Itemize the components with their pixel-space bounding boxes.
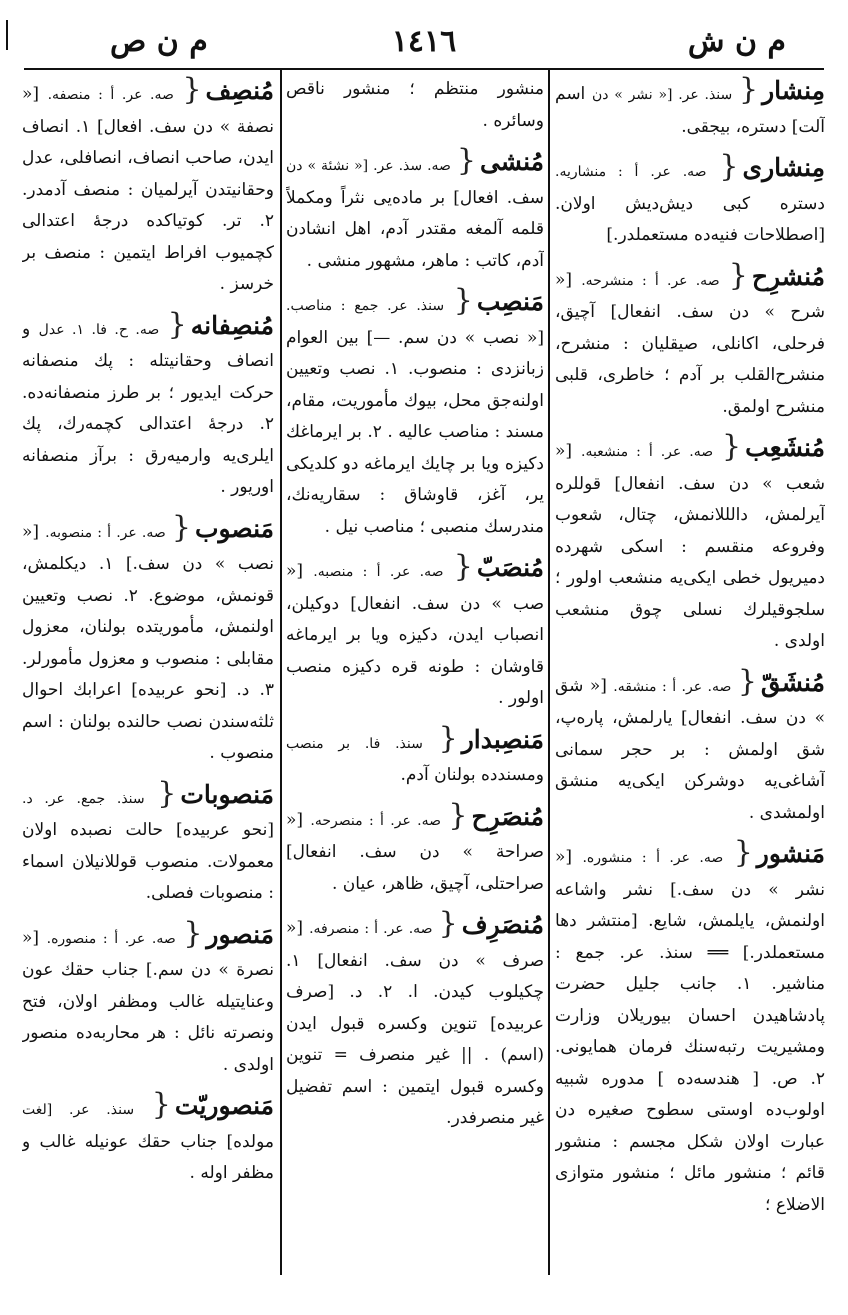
brace-glyph: { bbox=[448, 797, 468, 833]
entry-etymology: سنذ. جمع. عر. د. bbox=[22, 790, 145, 807]
entry-definition: دستره کبی دیش‌دیش اولان. [اصطلاحات فنیه‌ده مستعملدر.] bbox=[555, 193, 825, 245]
brace-glyph: { bbox=[171, 509, 191, 545]
brace-glyph: { bbox=[719, 149, 739, 184]
dictionary-entry bbox=[286, 720, 544, 792]
column-left bbox=[22, 74, 274, 1294]
entry-headword: مِنشاری bbox=[742, 153, 825, 182]
entry-definition: [« نصرة » دن سم.] جناب حقك عون وعنایتیله غالب ومظفر اولان، فتح ونصرته نائل : هر محاربه‌ده منصور اولدی . bbox=[22, 927, 274, 1075]
entry-etymology: سنذ. عر. [« نشر » دن bbox=[592, 87, 733, 103]
entry-etymology: سنذ. عر. [لغت bbox=[22, 1102, 135, 1118]
entry-headword: مَنصور bbox=[206, 919, 274, 949]
brace-glyph: { bbox=[733, 835, 753, 870]
dictionary-entry bbox=[286, 74, 544, 137]
brace-glyph: { bbox=[738, 74, 759, 107]
entry-etymology: سنذ. فا. بر منصب bbox=[286, 735, 423, 752]
entry-etymology: صه. عر. أ : منصوبه. bbox=[45, 524, 166, 541]
dictionary-entry bbox=[22, 775, 274, 910]
header-right-guide-word: م ن ش bbox=[687, 24, 786, 59]
dictionary-entry bbox=[555, 257, 825, 424]
brace-glyph: { bbox=[728, 257, 748, 293]
page-number: ١٤١٦ bbox=[391, 24, 457, 59]
entry-etymology: صه. سذ. عر. [« نشئة » دن bbox=[286, 158, 451, 174]
brace-glyph: { bbox=[737, 663, 757, 699]
header-left-guide-word: م ن ص bbox=[110, 24, 208, 59]
brace-glyph: { bbox=[438, 720, 458, 756]
entry-headword: مَنصوبات bbox=[180, 779, 274, 809]
column-center bbox=[286, 74, 544, 1294]
dictionary-entry bbox=[22, 74, 274, 301]
entry-etymology: صه. عر. أ : منصبه. bbox=[313, 564, 444, 580]
entry-definition: [« صب » دن سف. انفعال] دوکیلن، انصباب ایدن، دکیزه ویا بر ایرماغه قاوشان : طونه قره دکیزه منصب اولور . bbox=[286, 561, 544, 708]
column-right bbox=[555, 74, 825, 1294]
entry-definition: [نحو عربیده] حالت نصبده اولان معمولات. منصوب قوللانیلان اسماء : منصوبات فصلی. bbox=[22, 820, 274, 903]
entry-headword: مُنشرِح bbox=[751, 261, 825, 291]
dictionary-entry bbox=[22, 509, 274, 770]
entry-headword: مُنصَرِف bbox=[461, 910, 544, 939]
column-divider bbox=[280, 70, 282, 1275]
entry-headword: مَنصوب bbox=[194, 513, 274, 543]
dictionary-entry bbox=[286, 285, 544, 543]
entry-definition: [« شق » دن سف. انفعال] یارلمش، پارەپ، شق اولمش : بر حجر سمانی آشاغی‌یه دوشرکن ایکی‌یه منشق اولمشدی . bbox=[555, 675, 825, 823]
entry-etymology: صه. عر. أ : منشرحه. bbox=[581, 272, 720, 289]
entry-definition: مولده] جناب حقك عونیله غالب و مظفر اوله . bbox=[22, 1131, 274, 1183]
dictionary-entry bbox=[555, 663, 825, 830]
dictionary-entry bbox=[555, 151, 825, 252]
entry-etymology: صه. عر. أ : منصفه. bbox=[47, 87, 174, 103]
dictionary-entry bbox=[555, 74, 825, 143]
entry-definition: [« نصب » دن سم. —] بین العوام زبانزدی : منصوب. ١. نصب وتعیین اولنه‌جق محل، بیوك مأموریت، مقام، مسند : مناصب عالیه . ٢. بر ایرماغك دکیزه ویا بر چایك ایرماغه دو کلدیکی یر، آغز، قاوشاق : سقاریه‌نك، مندرسك منصبی ؛ مناصب نیل . bbox=[286, 327, 544, 537]
brace-glyph: { bbox=[183, 915, 203, 951]
entry-headword: مُنصَرِح bbox=[471, 801, 544, 831]
entry-etymology: صه. عر. أ : منصرفه. bbox=[309, 921, 433, 937]
brace-glyph: { bbox=[182, 74, 202, 107]
entry-definition: [« شرح » دن سف. انفعال] آچیق، فرحلی، اکانلی، صیقلیان : منشرح، منشرح‌القلب بر آدم ؛ خاطری، قلبی منشرح اولمق. bbox=[555, 269, 825, 417]
dictionary-entry bbox=[286, 551, 544, 715]
dictionary-entry bbox=[286, 908, 544, 1135]
brace-glyph: { bbox=[438, 906, 458, 941]
entry-definition: [« صراحة » دن سف. انفعال] صراحتلی، آچیق، ظاهر، عیان . bbox=[286, 809, 544, 894]
brace-glyph: { bbox=[157, 775, 177, 811]
header-rule bbox=[24, 68, 824, 70]
entry-headword: مُنشَعِب bbox=[745, 433, 825, 462]
entry-etymology: صه. ح. فا. ١. عدل bbox=[38, 321, 160, 338]
entry-definition: اسم آلت] دستره، بیجقی. bbox=[555, 84, 825, 137]
entry-etymology: صه. عر. أ : منشقه. bbox=[613, 678, 732, 695]
entry-etymology: صه. عر. أ : منصرحه. bbox=[310, 812, 442, 829]
entry-headword: مَنشور bbox=[756, 839, 825, 868]
dictionary-entry bbox=[22, 1089, 274, 1190]
entry-etymology: صه. عر. أ : منشوره. bbox=[582, 850, 724, 866]
entry-headword: مُنشی bbox=[479, 147, 544, 176]
entry-headword: مَنصِب bbox=[476, 287, 544, 316]
entry-headword: مُنشَقّ bbox=[760, 667, 825, 697]
dictionary-entry bbox=[555, 837, 825, 1221]
entry-definition: [« صرف » دن سف. انفعال] ١. چکیلوب کیدن. ا. ٢. د. [صرف عربیده] تنوین وکسره قبول ایدن (اسم) . || غیر منصرف = تنوین وکسره قبول ایتمین : اسم تفضیل غیر منصرفدر. bbox=[286, 918, 544, 1128]
brace-glyph: { bbox=[151, 1087, 171, 1122]
brace-glyph: { bbox=[456, 143, 476, 178]
entry-definition: ومسندده بولنان آدم. bbox=[400, 765, 544, 785]
entry-headword: مَنصِبدار bbox=[461, 724, 544, 754]
entry-headword: مَنصوریّت bbox=[174, 1091, 274, 1120]
entry-definition: [« نشر » دن سف.] نشر واشاعه اولنمش، یایلمش، شایع. [منتشر دها مستعملدر.] ══ سنذ. عر. جمع : مناشیر. ١. جانب جلیل حضرت پادشاهیدن احسان بیوریلان وزارت ومشیریت رتبه‌سنك فرمان همایونی. ٢. ص. [ هندسه‌ده ] مدوره شبیه اولوب‌ده اوستی سطوح صغیره دن عبارت اولان شکل مجسم : منشور قائم ؛ منشور مائل ؛ منشور متوازی الاضلاع ؛ bbox=[555, 847, 825, 1215]
entry-definition: و انصاف وحقانیتله : پك منصفانه حرکت ایدیور ؛ بر طرز منصفانه‌ده. ٢. درجهٔ اعتدالی کچمەرك، پك ایلری‌یه وارمیه‌رق : برآز منصفانه اوریور . bbox=[22, 318, 274, 497]
entry-headword: مُنصَبّ bbox=[476, 553, 544, 582]
brace-glyph: { bbox=[453, 549, 473, 584]
entry-etymology: سنذ. عر. جمع : مناصب. bbox=[286, 298, 445, 314]
entry-etymology: صه. عر. أ : منشاریه. bbox=[555, 164, 707, 180]
entry-definition: منشور منتظم ؛ منشور ناقص وسائره . bbox=[286, 79, 544, 131]
entry-headword: مِنشار bbox=[762, 76, 825, 105]
dictionary-entry bbox=[286, 145, 544, 277]
dictionary-entry bbox=[286, 797, 544, 901]
dictionary-entry bbox=[22, 306, 274, 504]
entry-definition: سف. افعال] بر ماده‌یی نثراً ومکملاً قلمه آلمغه مقتدر آدم، اهل انشادن آدم، کاتب : ماهر، مشهور منشی . bbox=[286, 187, 544, 271]
entry-etymology: صه. عر. أ : منصوره. bbox=[46, 930, 176, 947]
brace-glyph: { bbox=[167, 306, 187, 342]
entry-definition: [« نصفة » دن سف. افعال] ١. انصاف ایدن، صاحب انصاف، انصافلی، عدل وحقانیتدن آیرلمیان : منصف آدمدر. ٢. تر. کوتیاکده درجهٔ اعتدالی کچمیوب افراط ایتمین : منصف بر خرسز . bbox=[22, 84, 274, 294]
column-divider bbox=[548, 70, 550, 1275]
entry-definition: [« شعب » دن سف. انفعال] قوللره آیرلمش، دالللانمش، چتال، شعوب وفروعه منقسم : اسکی شهرده دمیریول خطی ایکی‌یه منشعب اولور ؛ سلجوقیلرك نسلی چوق منشعب اولدی . bbox=[555, 441, 825, 651]
brace-glyph: { bbox=[453, 283, 473, 318]
dictionary-entry bbox=[22, 915, 274, 1082]
dictionary-entry bbox=[555, 431, 825, 658]
entry-etymology: صه. عر. أ : منشعبه. bbox=[581, 444, 714, 460]
entry-headword: مُنصِفانه bbox=[190, 310, 274, 340]
entry-definition: [« نصب » دن سف.] ١. دیکلمش، قونمش، موضوع. ٢. نصب وتعیین اولنمش، مأموریتده بولنان، معزول مقابلی : منصوب و معزول مأمورلر. ٣. د. [نحو عربیده] اعرابك احوال ثلثه‌سندن نصب حالنده بولنان : اسم منصوب . bbox=[22, 521, 274, 763]
brace-glyph: { bbox=[722, 429, 742, 464]
entry-headword: مُنصِف bbox=[205, 76, 274, 105]
